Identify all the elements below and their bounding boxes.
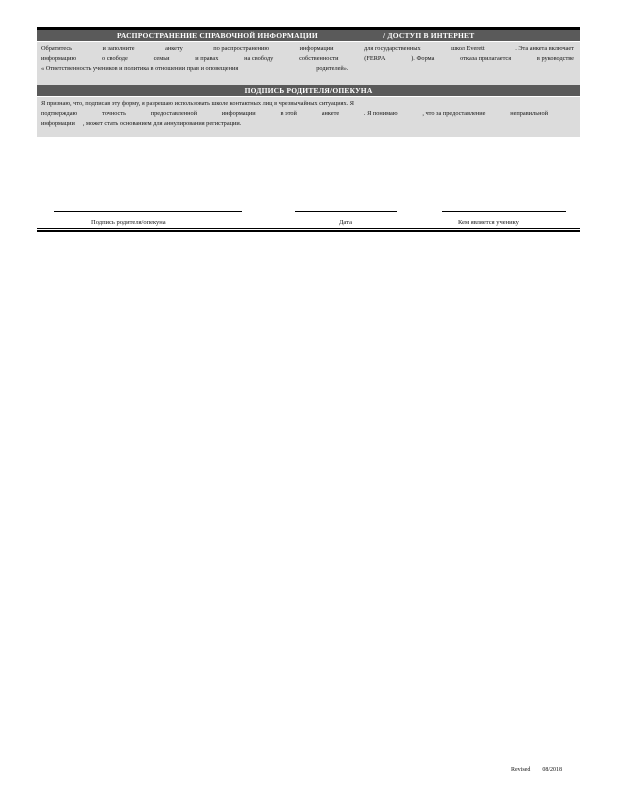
text-word: анкете (321, 110, 340, 117)
bottom-rule (37, 228, 580, 232)
text-word: и правах (195, 55, 219, 62)
section-header-information (37, 30, 580, 41)
text-line: Я признаю, что, подписав эту форму, я разрешаю использовать школе контактных лиц в чрезвычайных ситуациях. Я (41, 100, 354, 107)
text-word: , может стать основанием для аннулирования регистрации. (82, 120, 242, 127)
text-word: семьи (153, 55, 170, 62)
text-word: в этой (280, 110, 297, 117)
text-word: подтверждаю (41, 110, 78, 117)
date-line[interactable] (295, 211, 397, 212)
text-word: о свободе (102, 55, 128, 62)
text-word: информации (299, 45, 334, 52)
text-word: . Эта анкета включает (515, 45, 574, 52)
relation-line[interactable] (442, 211, 566, 212)
sig-line-3 (41, 119, 574, 129)
signature-labels (37, 219, 580, 228)
revised-date: 08/2018 (542, 767, 563, 773)
revised-label: Revised (511, 767, 531, 773)
info-line-3 (41, 64, 574, 74)
info-line-2 (41, 54, 574, 64)
text-word: по распространению (213, 45, 270, 52)
text-word: на свободу (244, 55, 274, 62)
section-header-signature: ПОДПИСЬ РОДИТЕЛЯ/ОПЕКУНА (37, 85, 580, 96)
text-word: точность (102, 110, 126, 117)
signature-text-panel (37, 96, 580, 137)
text-word: (FERPA (364, 55, 386, 62)
signature-area (37, 137, 580, 219)
text-word: информации (221, 110, 256, 117)
date-label: Дата (339, 219, 352, 226)
text-word: школ Everett (451, 45, 485, 52)
text-word: предоставленной (150, 110, 197, 117)
text-word: неправильной (510, 110, 548, 117)
consent-form (37, 27, 580, 232)
revision-footer (511, 767, 574, 773)
text-word: , что за предоставление (422, 110, 486, 117)
section-title-right: / ДОСТУП В ИНТЕРНЕТ (383, 31, 475, 40)
parent-signature-label: Подпись родителя/опекуна (91, 219, 166, 226)
relation-label: Кем является ученику (458, 219, 519, 226)
text-word: родителей». (316, 65, 349, 72)
text-word: информации (41, 120, 75, 127)
information-text-panel (37, 41, 580, 85)
sig-line-2 (41, 109, 574, 119)
info-line-1 (41, 44, 574, 54)
sig-line-1 (41, 99, 574, 109)
text-word: ). Форма (411, 55, 435, 62)
text-word: « Ответственность учеников и политика в отношении прав и оповещения (41, 65, 239, 72)
text-word: отказа прилагается (460, 55, 512, 62)
text-word: собственности (299, 55, 339, 62)
text-word: . Я понимаю (363, 110, 398, 117)
section-title-left: РАСПРОСТРАНЕНИЕ СПРАВОЧНОЙ ИНФОРМАЦИИ (117, 31, 318, 40)
text-word: и заполните (102, 45, 135, 52)
text-word: информацию (41, 55, 77, 62)
text-word: анкету (165, 45, 183, 52)
parent-signature-line[interactable] (54, 211, 242, 212)
text-word: в руководстве (536, 55, 574, 62)
text-word: для государственных (364, 45, 421, 52)
text-word: Обратитесь (41, 45, 73, 52)
